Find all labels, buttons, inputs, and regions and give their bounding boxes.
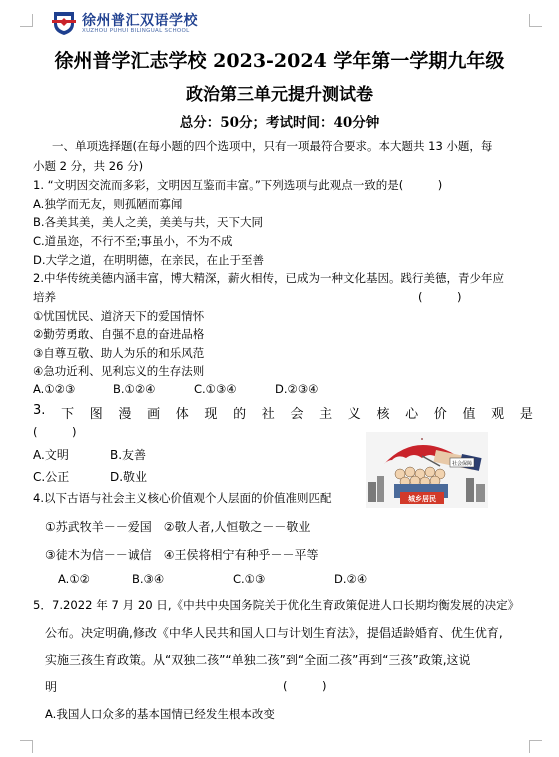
question-5-line3: 实施三孩生育政策。从“双独二孩”“单独二孩”到“全面二孩”再到“三孩”政策,这说 [45, 653, 471, 667]
section-intro-line1: 一、单项选择题(在每小题的四个选项中，只有一项最符合要求。本大题共 13 小题，每 [52, 139, 493, 153]
question-3-stem-char: 核 [376, 407, 390, 422]
question-1-option-c: C.道虽迩，不行不至;事虽小，不为不成 [33, 234, 233, 248]
question-3-stem-char: 下 [61, 407, 75, 422]
question-1-stem: 1. “文明因交流而多彩，文明因互鉴而丰富。”下列选项与此观点一致的是( ) [33, 178, 443, 192]
question-3-stem-char: 画 [147, 407, 161, 422]
school-name-english: XUZHOU PUHUI BILINGUAL SCHOOL [82, 28, 190, 34]
question-3-stem-char: 主 [319, 407, 333, 422]
school-logo [52, 6, 242, 40]
question-3-stem-char: 的 [233, 407, 247, 422]
question-2-option-b: B.①②④ [113, 382, 156, 396]
question-1-option-b: B.各美其美，美人之美，美美与共，天下大同 [33, 215, 264, 229]
question-4-option-b: B.③④ [132, 572, 165, 586]
question-3-stem-char: 图 [89, 407, 103, 422]
crop-mark-bottom-right [529, 740, 542, 753]
question-4-item-line1: ①苏武牧羊－－爱国 ②敬人者,人恒敬之－－敬业 [45, 520, 311, 534]
question-5-line2: 公布。决定明确,修改《中华人民共和国人口与计划生育法》，提倡适龄婚育、优生优育, [45, 626, 503, 640]
question-4-option-c: C.①③ [233, 572, 266, 586]
question-2-item-3: ③自尊互敬、助人为乐的和乐风范 [33, 346, 205, 360]
question-5-line1: 5．7.2022 年 7 月 20 日,《中共中央国务院关于优化生育政策促进人口长期均衡发展的决定》 [33, 598, 520, 612]
social-security-comic-image [366, 432, 488, 508]
question-3-stem-char: 值 [462, 407, 476, 422]
question-3-stem-char: 观 [491, 407, 505, 422]
question-2-answer-paren: ( ) [418, 290, 462, 304]
question-2-stem-line1: 2.中华传统美德内涵丰富，博大精深，薪火相传，已成为一种文化基因。践行美德，青少年应 [33, 271, 504, 285]
question-3-stem [33, 403, 533, 422]
question-3-answer-paren: ( ) [33, 425, 77, 439]
comic-umbrella-label: 社会保障 [451, 461, 473, 467]
question-3-stem-char: 是 [519, 407, 533, 422]
question-4-option-a: A.①② [58, 572, 90, 586]
question-3-stem-char: 3. [33, 403, 46, 418]
comic-banner-text: 城乡居民 [408, 495, 436, 503]
question-2-item-2: ②勤劳勇敢、自强不息的奋进品格 [33, 327, 205, 341]
question-3-stem-char: 体 [175, 407, 189, 422]
question-3-stem-char: 现 [204, 407, 218, 422]
question-3-stem-char: 社 [261, 407, 275, 422]
question-1-option-d: D.大学之道，在明明德，在亲民，在止于至善 [33, 253, 265, 267]
question-2-item-1: ①忧国忧民、道济天下的爱国情怀 [33, 309, 205, 323]
question-2-option-d: D.②③④ [275, 382, 319, 396]
school-name: 徐州普汇双语学校 [82, 13, 198, 29]
question-2-stem-line2: 培养 [33, 290, 56, 304]
question-1-option-a: A.独学而无友，则孤陋而寡闻 [33, 197, 183, 211]
question-3-option-b: B.友善 [110, 448, 147, 462]
crop-mark-top-right [529, 14, 542, 27]
question-4-option-d: D.②④ [334, 572, 368, 586]
question-5-line4: 明 [45, 680, 58, 694]
question-3-option-a: A.文明 [33, 448, 69, 462]
question-2-item-4: ④急功近利、见利忘义的生存法则 [33, 364, 205, 378]
question-3-stem-char: 心 [405, 407, 419, 422]
question-3-stem-char: 漫 [118, 407, 132, 422]
question-3-stem-char: 价 [433, 407, 447, 422]
question-4-item-line2: ③徒木为信－－诚信 ④王侯将相宁有种乎－－平等 [45, 548, 319, 562]
question-5-option-a: A.我国人口众多的基本国情已经发生根本改变 [45, 707, 275, 721]
question-4-stem: 4.以下古语与社会主义核心价值观个人层面的价值准则匹配 [33, 491, 332, 505]
crop-mark-top-left [20, 14, 33, 27]
question-5-answer-paren: ( ) [283, 679, 327, 693]
exam-subtitle: 政治第三单元提升测试卷 [186, 85, 373, 105]
crop-mark-bottom-left [20, 740, 33, 753]
question-3-option-c: C.公正 [33, 470, 70, 484]
question-2-option-a: A.①②③ [33, 382, 76, 396]
question-3-option-d: D.敬业 [110, 470, 148, 484]
question-3-stem-char: 义 [347, 407, 361, 422]
school-emblem-icon [52, 10, 76, 36]
question-3-stem-char: 会 [290, 407, 304, 422]
score-info: 总分：50分；考试时间：40分钟 [179, 115, 380, 131]
section-intro-line2: 小题 2 分，共 26 分) [33, 159, 144, 173]
question-2-option-c: C.①③④ [194, 382, 237, 396]
exam-title: 徐州普学汇志学校 2023-2024 学年第一学期九年级 [54, 50, 505, 72]
